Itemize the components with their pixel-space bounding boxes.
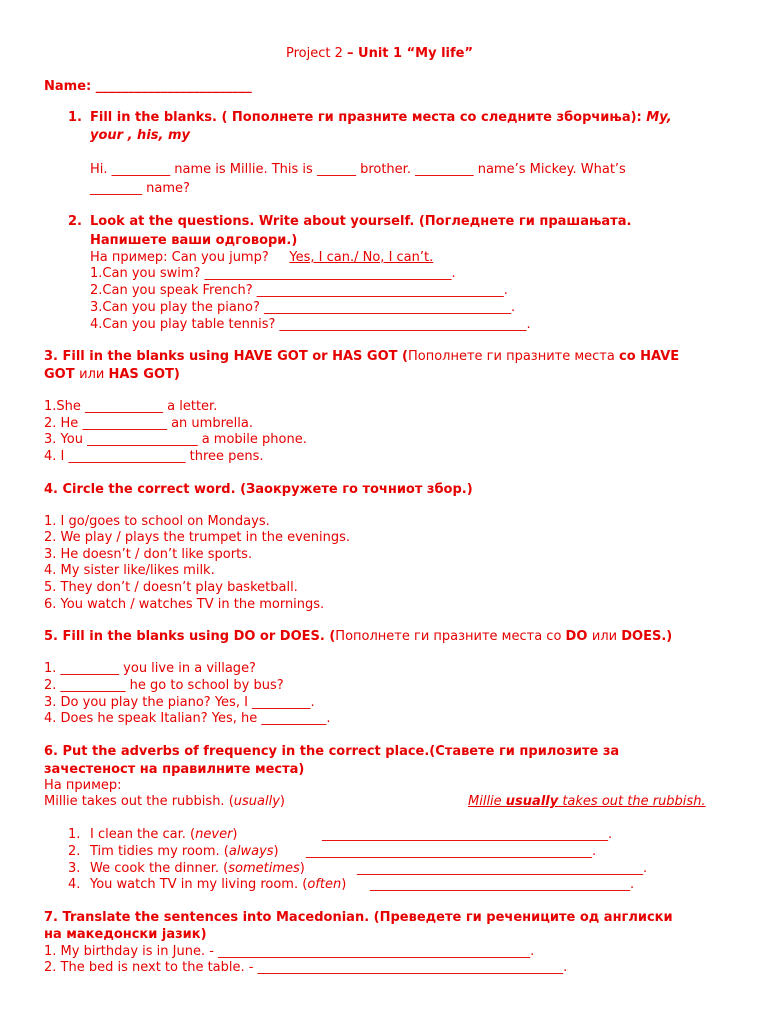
section-6-item-3-adverb: sometimes	[228, 861, 300, 876]
section-1-text-line-2: ________ name?	[90, 181, 190, 196]
section-7-heading-line-1: 7. Translate the sentences into Macedonian. (Преведете ги речениците од англиски	[44, 910, 673, 925]
section-6-item-1-number: 1.	[68, 827, 81, 842]
section-3-heading-part-d: GOT	[44, 367, 80, 382]
title-project: Project 2	[286, 46, 348, 61]
section-4-heading: 4. Circle the correct word. (Заокружете го точниот збор.)	[44, 482, 473, 497]
section-6-answer-text-b: takes out the rubbish.	[558, 794, 706, 809]
section-3-item-2: 2. He _____________ an umbrella.	[44, 416, 253, 431]
section-6-item-1-close: )	[232, 827, 238, 842]
section-3-heading-part-f: HAS GOT)	[108, 367, 180, 382]
section-6-item-1-text: I clean the car. (	[90, 827, 196, 842]
section-6-item-2-number: 2.	[68, 844, 81, 859]
section-2-heading-line-1: Look at the questions. Write about yourself. (Погледнете ги прашањата.	[90, 214, 632, 229]
section-6-item-3-blank: ____________________________________________.	[357, 861, 648, 876]
section-6-item-2-adverb: always	[228, 844, 274, 859]
section-6-item-4-adverb: often	[307, 877, 342, 892]
section-6-item-4-text: You watch TV in my living room. (	[90, 877, 308, 892]
section-1-heading	[90, 110, 672, 126]
section-6-example-adverb: usually	[233, 794, 280, 809]
section-4-item-3: 3. He doesn’t / don’t like sports.	[44, 547, 253, 562]
section-2-example	[90, 250, 433, 266]
section-6-heading-line-2: зачестеност на правилните места)	[44, 762, 305, 777]
section-6-item-2-close: )	[273, 844, 279, 859]
section-2-number: 2.	[68, 214, 82, 229]
section-6-item-1-adverb: never	[195, 827, 233, 842]
section-5-item-2: 2. __________ he go to school by bus?	[44, 678, 284, 693]
section-6-item-3	[90, 861, 305, 877]
section-7-heading-line-2: на македонски јазик)	[44, 927, 207, 942]
section-1-words-b: your , his, my	[90, 128, 190, 143]
section-3-heading-line-2	[44, 367, 180, 383]
section-1-words-a: My,	[646, 110, 672, 125]
section-2-example-question: На пример: Can you jump?	[90, 250, 290, 265]
section-6-answer-text-a: Millie	[468, 794, 506, 809]
section-6-item-4-blank: ________________________________________.	[370, 877, 635, 892]
section-2-question-4: 4.Can you play table tennis? ______________________________________.	[90, 317, 531, 332]
section-3-heading-part-b: Пополнете ги празните места	[407, 349, 619, 364]
section-6-example-text: Millie takes out the rubbish. (	[44, 794, 234, 809]
section-3-item-4: 4. I __________________ three pens.	[44, 449, 264, 464]
name-field-label: Name: ________________________	[44, 79, 252, 94]
section-6-item-4-number: 4.	[68, 877, 81, 892]
section-6-item-3-number: 3.	[68, 861, 81, 876]
section-1-text-line-1: Hi. _________ name is Millie. This is ______ brother. _________ name’s Mickey. What’s	[90, 162, 626, 177]
section-6-example-answer	[468, 794, 706, 810]
section-5-heading	[44, 629, 672, 645]
section-6-item-4-close: )	[341, 877, 347, 892]
section-7-item-2: 2. The bed is next to the table. - _______________________________________________.	[44, 960, 568, 975]
section-6-example-sentence	[44, 794, 285, 810]
section-5-heading-part-e: DOES.)	[621, 629, 673, 644]
section-5-heading-part-b: Пополнете ги празните места со	[335, 629, 566, 644]
section-6-item-2-blank: ____________________________________________.	[306, 844, 597, 859]
section-6-item-3-close: )	[299, 861, 305, 876]
section-6-item-2	[90, 844, 279, 860]
page-title	[286, 46, 473, 62]
section-1-number: 1.	[68, 110, 82, 125]
section-6-item-1-blank: ____________________________________________.	[322, 827, 613, 842]
section-6-item-1	[90, 827, 238, 843]
section-5-heading-part-d: или	[591, 629, 622, 644]
section-6-item-3-text: We cook the dinner. (	[90, 861, 229, 876]
section-5-item-4: 4. Does he speak Italian? Yes, he __________.	[44, 711, 331, 726]
section-2-question-3: 3.Can you play the piano? ______________________________________.	[90, 300, 516, 315]
section-6-item-4	[90, 877, 346, 893]
section-4-item-4: 4. My sister like/likes milk.	[44, 563, 215, 578]
section-6-example-label: На пример:	[44, 778, 122, 793]
section-3-heading-line-1	[44, 349, 679, 365]
section-3-heading-part-e: или	[79, 367, 109, 382]
section-6-heading-line-1: 6. Put the adverbs of frequency in the correct place.(Ставете ги прилозите за	[44, 744, 620, 759]
section-2-question-2: 2.Can you speak French? ______________________________________.	[90, 283, 508, 298]
section-4-item-2: 2. We play / plays the trumpet in the evenings.	[44, 530, 351, 545]
section-6-example-close: )	[279, 794, 285, 809]
section-5-heading-part-a: 5. Fill in the blanks using DO or DOES. (	[44, 629, 336, 644]
section-3-heading-part-a: 3. Fill in the blanks using HAVE GOT or HAS GOT (	[44, 349, 408, 364]
section-2-question-1: 1.Can you swim? ______________________________________.	[90, 266, 456, 281]
title-unit: – Unit 1 “My life”	[347, 46, 474, 61]
section-4-item-6: 6. You watch / watches TV in the mornings.	[44, 597, 325, 612]
section-6-answer-adverb: usually	[505, 794, 559, 809]
section-5-heading-part-c: DO	[565, 629, 592, 644]
section-7-item-1: 1. My birthday is in June. - ________________________________________________.	[44, 944, 535, 959]
section-1-instruction: Fill in the blanks. ( Пополнете ги празните места со следните зборчиња):	[90, 110, 647, 125]
section-4-item-1: 1. I go/goes to school on Mondays.	[44, 514, 270, 529]
section-6-item-2-text: Tim tidies my room. (	[90, 844, 229, 859]
section-5-item-1: 1. _________ you live in a village?	[44, 661, 256, 676]
section-2-example-answer: Yes, I can./ No, I can’t.	[289, 250, 434, 265]
section-3-item-3: 3. You _________________ a mobile phone.	[44, 432, 307, 447]
section-2-heading-line-2: Напишете ваши одговори.)	[90, 233, 298, 248]
section-3-heading-part-c: со HAVE	[618, 349, 680, 364]
section-3-item-1: 1.She ____________ a letter.	[44, 399, 218, 414]
section-5-item-3: 3. Do you play the piano? Yes, I _________.	[44, 695, 315, 710]
section-4-item-5: 5. They don’t / doesn’t play basketball.	[44, 580, 298, 595]
